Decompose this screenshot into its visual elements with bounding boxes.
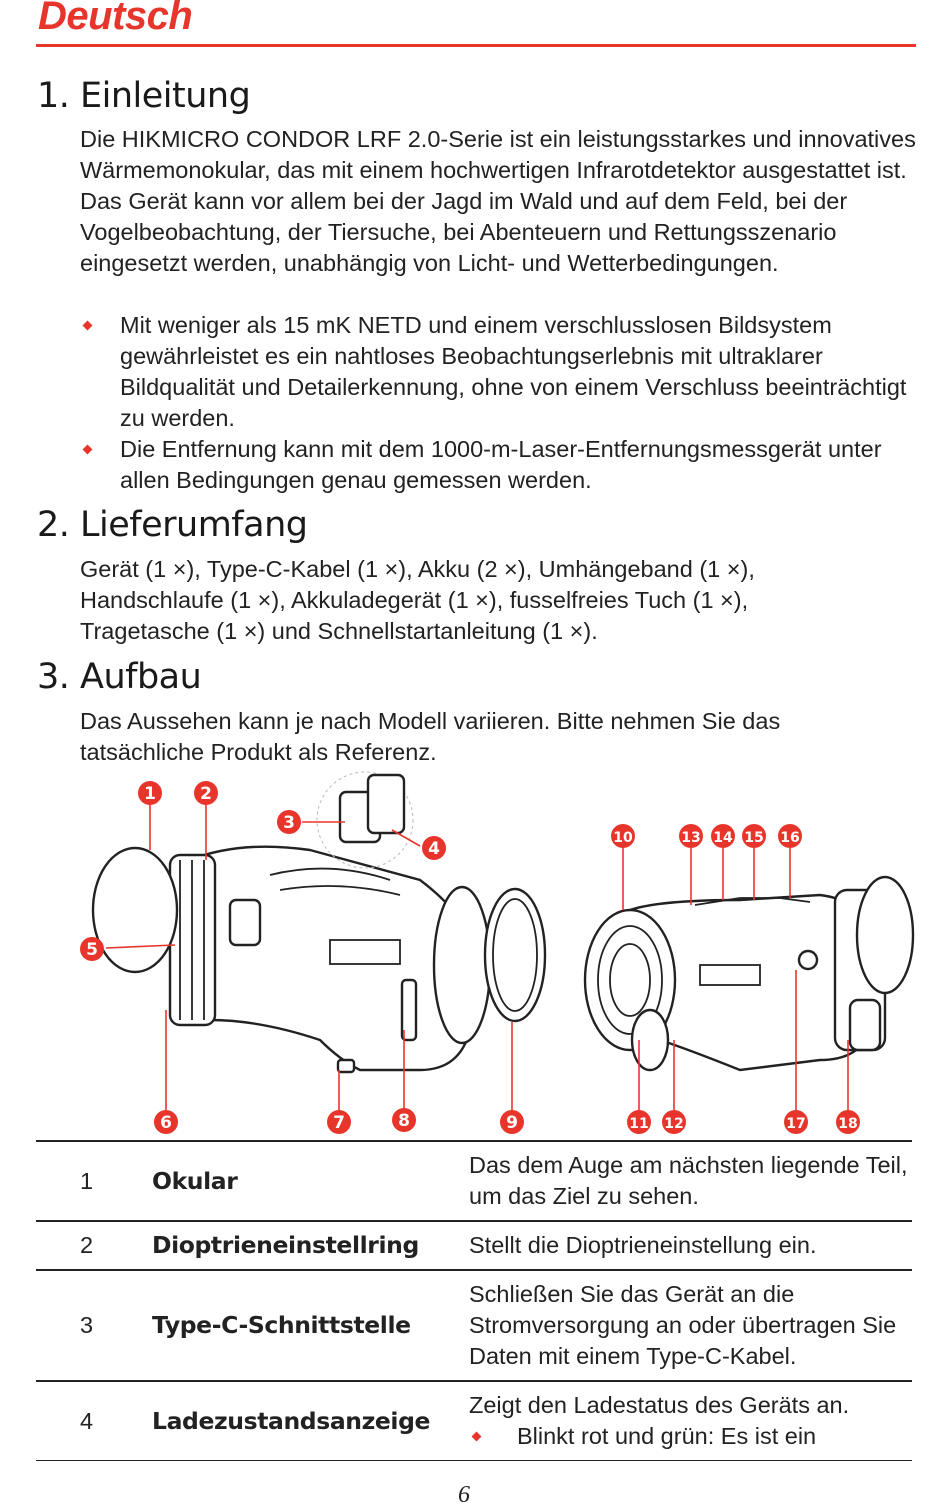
- part-name: Ladezustandsanzeige: [152, 1406, 431, 1435]
- callout-2: [194, 781, 218, 805]
- lens-cap-illustration: [485, 889, 545, 1021]
- callout-14: [711, 824, 735, 848]
- callout-11: [627, 1110, 651, 1134]
- svg-text:7: 7: [333, 1113, 345, 1133]
- part-number: 2: [80, 1232, 94, 1258]
- callout-18: [836, 1110, 860, 1134]
- svg-text:4: 4: [428, 839, 440, 859]
- callout-15: [742, 824, 766, 848]
- svg-text:8: 8: [398, 1111, 410, 1131]
- table-row: [36, 1141, 912, 1221]
- table-row: [36, 1381, 912, 1461]
- callout-12: [662, 1110, 686, 1134]
- callout-10: [611, 824, 635, 848]
- part-number: 3: [80, 1312, 94, 1338]
- callout-7: [327, 1110, 351, 1134]
- svg-text:5: 5: [86, 940, 98, 960]
- svg-text:13: 13: [681, 830, 701, 846]
- bullet-diamond-icon: [472, 1432, 482, 1442]
- part-bullet-text: Blinkt rot und grün: Es ist ein: [517, 1423, 817, 1449]
- table-row: [36, 1270, 912, 1381]
- svg-text:2: 2: [200, 784, 212, 804]
- section-title-intro: 1. Einleitung: [37, 76, 251, 116]
- svg-text:12: 12: [664, 1116, 684, 1132]
- part-description: Stellt die Dioptrieneinstellung ein.: [469, 1232, 817, 1258]
- device-diagram: [40, 770, 920, 1140]
- callout-16: [778, 824, 802, 848]
- right-device-illustration: [585, 877, 913, 1070]
- callout-3: [277, 810, 301, 834]
- left-device-illustration: [93, 847, 490, 1072]
- bullet-diamond-icon: [83, 321, 93, 331]
- section-title-structure: 3. Aufbau: [37, 657, 202, 697]
- svg-text:14: 14: [713, 830, 733, 846]
- svg-text:1: 1: [144, 784, 156, 804]
- part-description: Schließen Sie das Gerät an die Stromversorgung an oder übertragen Sie Daten mit einem Type-C-Kabel.: [469, 1281, 897, 1369]
- intro-bullet-list: [80, 310, 920, 496]
- part-description-cell: [469, 1381, 912, 1461]
- structure-paragraph: Das Aussehen kann je nach Modell variieren. Bitte nehmen Sie das tatsächliche Produkt als Referenz.: [80, 708, 781, 765]
- part-description: Zeigt den Ladestatus des Geräts an.: [469, 1392, 850, 1418]
- part-number: 1: [80, 1167, 94, 1194]
- svg-text:15: 15: [744, 830, 764, 846]
- svg-text:16: 16: [780, 830, 800, 846]
- delivery-paragraph: Gerät (1 ×), Type-C-Kabel (1 ×), Akku (2 ×), Umhängeband (1 ×), Handschlaufe (1 ×), Akkuladegerät (1 ×), fusselfreies Tuch (1 ×), Tragetasche (1 ×) und Schnellstartanleitung (1 ×).: [80, 556, 755, 644]
- page-number: 6: [458, 1482, 470, 1508]
- bullet-diamond-icon: [83, 445, 93, 455]
- intro-bullet-text: Die Entfernung kann mit dem 1000-m-Laser-Entfernungsmessgerät unter allen Bedingungen genau gemessen werden.: [120, 436, 882, 493]
- intro-paragraph: Die HIKMICRO CONDOR LRF 2.0-Serie ist ein leistungsstarkes und innovatives Wärmemonokular, das mit einem hochwertigen Infrarotdetektor ausgestattet ist. Das Gerät kann vor allem bei der Jagd im Wald und auf dem Feld, bei der Vogelbeobachtung, der Tiersuche, bei Abenteuern und Rettungsszenario eingesetzt werden, unabhängig von Licht- und Wetterbedingungen.: [80, 126, 916, 276]
- part-name: Type-C-Schnittstelle: [152, 1311, 411, 1339]
- parts-table: [36, 1140, 912, 1461]
- intro-bullet-text: Mit weniger als 15 mK NETD und einem verschlusslosen Bildsystem gewährleistet es ein nahtloses Beobachtungserlebnis mit ultraklarer Bildqualität und Detailerkennung, ohne von einem Verschluss beeinträchtigt zu werden.: [120, 312, 907, 431]
- part-name: Okular: [152, 1166, 238, 1195]
- callout-1: [138, 781, 162, 805]
- callout-17: [784, 1110, 808, 1134]
- part-name: Dioptrieneinstellring: [152, 1231, 419, 1259]
- svg-text:11: 11: [629, 1116, 649, 1132]
- svg-text:9: 9: [506, 1113, 518, 1133]
- svg-text:17: 17: [786, 1116, 806, 1132]
- language-header: Deutsch: [38, 0, 193, 38]
- callout-8: [392, 1108, 416, 1132]
- header-divider: [36, 44, 916, 47]
- table-row: [36, 1221, 912, 1270]
- svg-text:3: 3: [283, 813, 295, 833]
- section-title-delivery: 2. Lieferumfang: [37, 505, 308, 545]
- part-description-bullet: [469, 1421, 912, 1452]
- part-number: 4: [80, 1407, 94, 1434]
- part-description: Das dem Auge am nächsten liegende Teil, um das Ziel zu sehen.: [469, 1152, 908, 1209]
- svg-text:6: 6: [160, 1113, 172, 1133]
- intro-bullet-item: [80, 310, 920, 434]
- svg-text:10: 10: [613, 830, 633, 846]
- callout-5: [80, 937, 104, 961]
- callout-13: [679, 824, 703, 848]
- callout-9: [500, 1110, 524, 1134]
- intro-bullet-item: [80, 434, 920, 496]
- svg-text:18: 18: [838, 1116, 858, 1132]
- callout-4: [422, 836, 446, 860]
- type-c-cap-detail: [368, 775, 404, 833]
- callout-6: [154, 1110, 178, 1134]
